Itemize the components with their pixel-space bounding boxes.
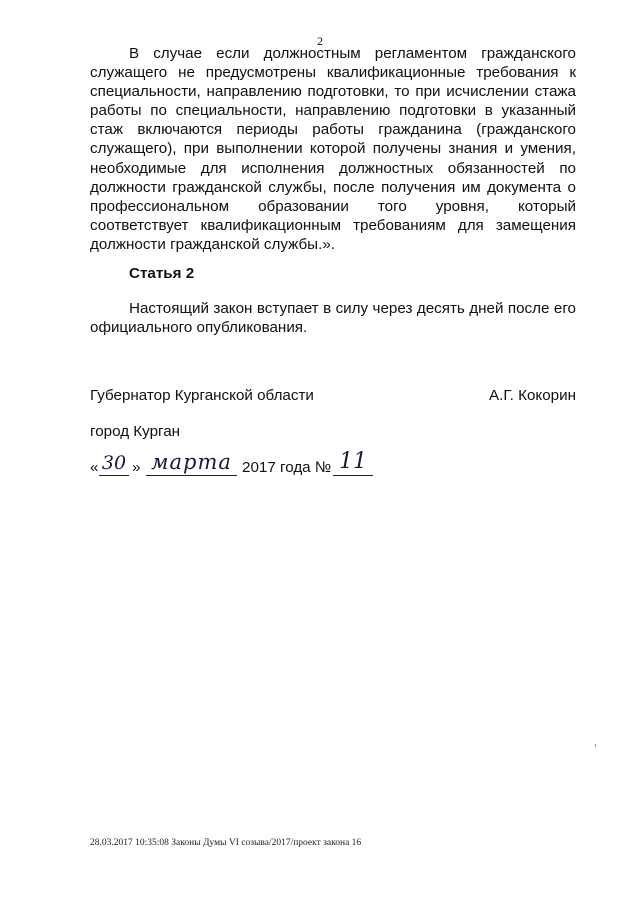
article-2-heading: Статья 2: [129, 265, 195, 282]
article-1-text: [90, 44, 576, 254]
footer-file-path: 28.03.2017 10:35:08 Законы Думы VI созыва/2017/проект закона 16: [90, 838, 362, 848]
handwritten-day: 30: [101, 452, 127, 474]
scan-mark: [595, 744, 596, 747]
handwritten-month: марта: [151, 450, 232, 474]
paragraph-entry-into-force: Настоящий закон вступает в силу через десять дней после его официального опубликования.: [90, 300, 576, 337]
paragraph-qualification-requirements: В случае если должностным регламентом гражданского служащего не предусмотрены квалификационные требования к специальности, направлению подготовки, то при исчислении стажа работы по специальности, направлению подготовки в указанный стаж включаются периоды работы гражданина (гражданского служащего), при выполнении которой получены знания и умения, необходимые для исполнения должностных обязанностей по должности гражданской службы, после получения им документа о профессиональном образовании того уровня, который соответствует квалификационным требованиям для замещения должности гражданской службы.».: [90, 45, 576, 253]
signatory-name: А.Г. Кокорин: [488, 387, 576, 404]
article-2-text: [90, 299, 576, 337]
signature-row: [90, 387, 576, 407]
quote-open: «: [90, 459, 99, 476]
page-number: 2: [317, 34, 323, 48]
city-line: город Курган: [90, 423, 181, 440]
signatory-title: Губернатор Курганской области: [90, 387, 314, 404]
handwritten-law-number: 11: [339, 449, 367, 474]
quote-close: »: [132, 459, 141, 476]
year-and-number-label: 2017 года №: [242, 459, 332, 476]
date-number-line: [90, 449, 390, 482]
